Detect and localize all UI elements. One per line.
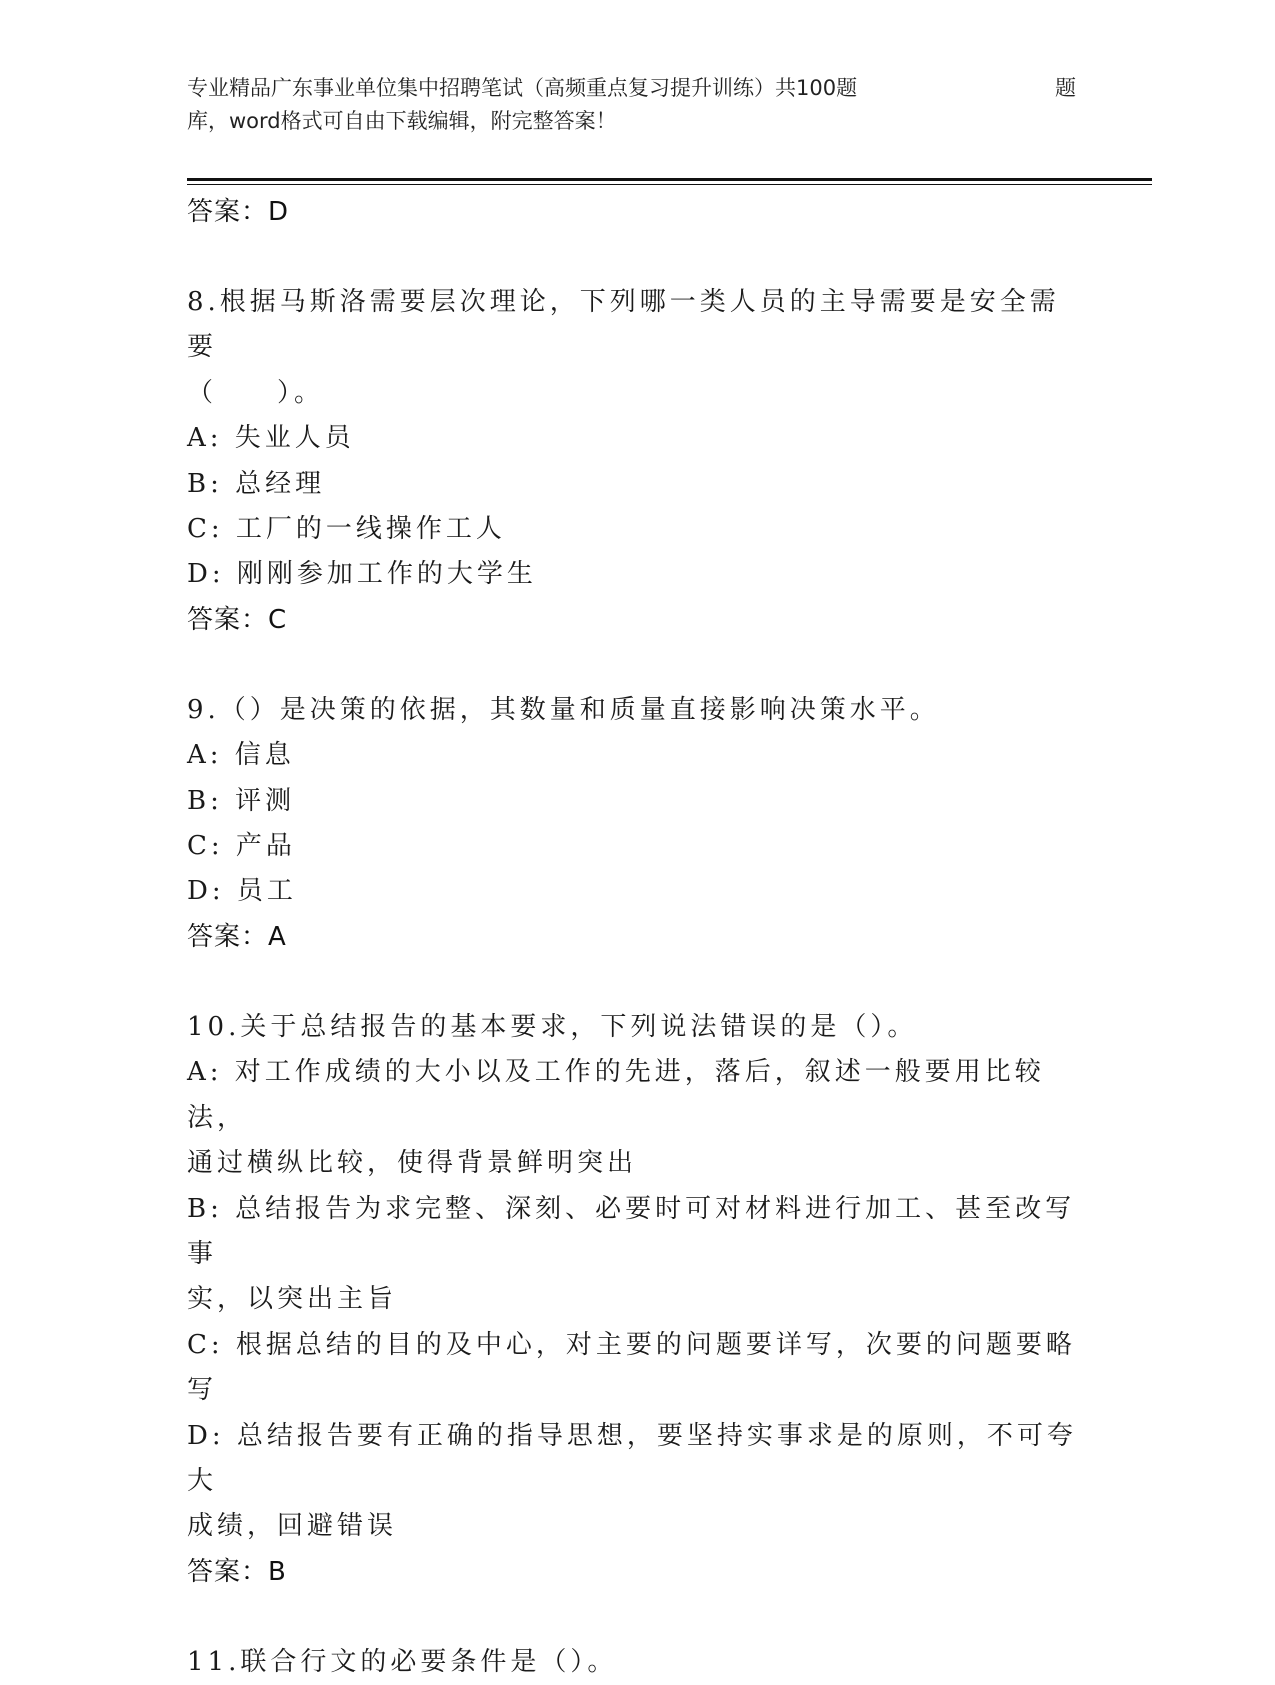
question-stem-line: 11.联合行文的必要条件是（）。 xyxy=(187,1646,618,1677)
option-b: B: 总结报告为求完整、深刻、必要时可对材料进行加工、甚至改写事 xyxy=(187,1193,1076,1269)
spacer xyxy=(187,235,1087,280)
document-header xyxy=(187,72,1087,138)
answer-line: 答案：A xyxy=(187,921,287,952)
spacer xyxy=(187,1595,1087,1640)
option-b-continued: 实，以突出主旨 xyxy=(187,1284,398,1315)
option-d: D: 刚刚参加工作的大学生 xyxy=(187,559,537,590)
spacer xyxy=(187,960,1087,1005)
header-title-line-2: 库，word格式可自由下载编辑，附完整答案！ xyxy=(187,109,617,133)
option-d: D: 员工 xyxy=(187,876,297,907)
spacer xyxy=(187,643,1087,688)
header-title-line-1 xyxy=(187,72,1087,105)
option-b: B: 总经理 xyxy=(187,468,326,499)
header-rule-thick xyxy=(187,178,1152,181)
question-block xyxy=(187,688,1087,960)
question-block xyxy=(187,1005,1087,1595)
document-body xyxy=(187,190,1087,1685)
question-block xyxy=(187,1640,1087,1685)
question-block xyxy=(187,280,1087,643)
option-d-continued: 成绩，回避错误 xyxy=(187,1511,398,1542)
option-a: A: 对工作成绩的大小以及工作的先进，落后，叙述一般要用比较法， xyxy=(187,1057,1045,1133)
header-rule-thin xyxy=(187,184,1152,185)
option-a: A: 失业人员 xyxy=(187,423,355,454)
option-a: A: 信息 xyxy=(187,740,295,771)
header-title-text: 专业精品广东事业单位集中招聘笔试（高频重点复习提升训练）共100题 xyxy=(187,76,858,100)
option-b: B: 评测 xyxy=(187,785,296,816)
question-stem-line: 10.关于总结报告的基本要求，下列说法错误的是（）。 xyxy=(187,1011,918,1042)
question-stem-line: 8.根据马斯洛需要层次理论，下列哪一类人员的主导需要是安全需要 xyxy=(187,287,1060,363)
option-c: C: 根据总结的目的及中心，对主要的问题要详写，次要的问题要略写 xyxy=(187,1329,1076,1406)
answer-line: 答案：B xyxy=(187,1556,287,1587)
header-title-tail: 题 xyxy=(1055,76,1076,100)
option-c: C: 工厂的一线操作工人 xyxy=(187,514,506,545)
option-a-continued: 通过横纵比较，使得背景鲜明突出 xyxy=(187,1148,638,1179)
option-c: C: 产品 xyxy=(187,831,296,862)
question-stem-line: 9.（）是决策的依据，其数量和质量直接影响决策水平。 xyxy=(187,694,940,725)
option-d: D: 总结报告要有正确的指导思想，要坚持实事求是的原则，不可夸大 xyxy=(187,1420,1077,1496)
answer-line: 答案：D xyxy=(187,197,290,227)
answer-line: 答案：C xyxy=(187,604,288,635)
question-stem-line: （ ）。 xyxy=(187,377,325,408)
